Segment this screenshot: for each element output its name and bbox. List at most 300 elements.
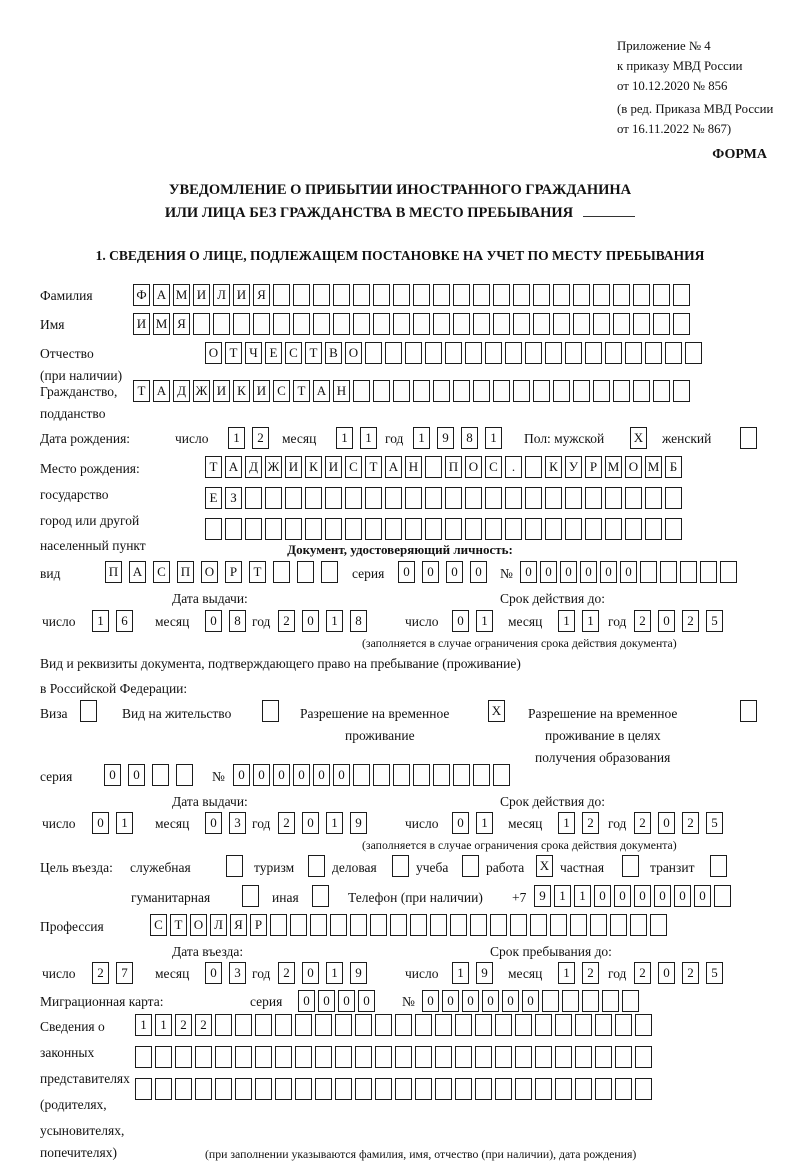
- form-cell[interactable]: [435, 1078, 452, 1100]
- form-cell[interactable]: 0: [560, 561, 577, 583]
- form-cell[interactable]: [333, 313, 350, 335]
- form-cell[interactable]: [555, 1046, 572, 1068]
- form-cell[interactable]: [275, 1014, 292, 1036]
- form-cell[interactable]: [305, 487, 322, 509]
- form-cell[interactable]: [553, 380, 570, 402]
- form-cell[interactable]: [605, 342, 622, 364]
- form-cell[interactable]: [375, 1078, 392, 1100]
- form-cell[interactable]: 0: [302, 962, 319, 984]
- form-cell[interactable]: С: [285, 342, 302, 364]
- form-cell[interactable]: [310, 914, 327, 936]
- form-cell[interactable]: 0: [92, 812, 109, 834]
- form-cell[interactable]: [245, 487, 262, 509]
- form-cell[interactable]: [295, 1014, 312, 1036]
- form-cell[interactable]: [495, 1014, 512, 1036]
- form-cell[interactable]: З: [225, 487, 242, 509]
- form-cell[interactable]: 0: [674, 885, 691, 907]
- form-cell[interactable]: О: [190, 914, 207, 936]
- form-cell[interactable]: [570, 914, 587, 936]
- form-cell[interactable]: О: [345, 342, 362, 364]
- form-cell[interactable]: [235, 1046, 252, 1068]
- form-cell[interactable]: Д: [173, 380, 190, 402]
- form-cell[interactable]: [613, 284, 630, 306]
- form-cell[interactable]: [590, 914, 607, 936]
- form-cell[interactable]: [373, 380, 390, 402]
- form-cell[interactable]: [308, 855, 325, 877]
- form-cell[interactable]: 2: [252, 427, 269, 449]
- form-cell[interactable]: 0: [442, 990, 459, 1012]
- form-cell[interactable]: [390, 914, 407, 936]
- form-cell[interactable]: [425, 456, 442, 478]
- form-cell[interactable]: [315, 1014, 332, 1036]
- form-cell[interactable]: 8: [461, 427, 478, 449]
- form-cell[interactable]: 0: [205, 812, 222, 834]
- form-cell[interactable]: [465, 342, 482, 364]
- form-cell[interactable]: [700, 561, 717, 583]
- form-cell[interactable]: 1: [135, 1014, 152, 1036]
- form-cell[interactable]: [255, 1014, 272, 1036]
- form-cell[interactable]: [515, 1014, 532, 1036]
- form-cell[interactable]: [533, 380, 550, 402]
- form-cell[interactable]: [673, 284, 690, 306]
- form-cell[interactable]: 2: [195, 1014, 212, 1036]
- form-cell[interactable]: [255, 1046, 272, 1068]
- form-cell[interactable]: Я: [173, 313, 190, 335]
- form-cell[interactable]: [415, 1078, 432, 1100]
- form-cell[interactable]: [465, 487, 482, 509]
- form-cell[interactable]: [413, 284, 430, 306]
- form-cell[interactable]: М: [153, 313, 170, 335]
- form-cell[interactable]: Е: [205, 487, 222, 509]
- form-cell[interactable]: [635, 1014, 652, 1036]
- form-cell[interactable]: [435, 1046, 452, 1068]
- form-cell[interactable]: [525, 487, 542, 509]
- form-cell[interactable]: П: [445, 456, 462, 478]
- form-cell[interactable]: [685, 342, 702, 364]
- form-cell[interactable]: И: [325, 456, 342, 478]
- form-cell[interactable]: [573, 313, 590, 335]
- form-cell[interactable]: 0: [620, 561, 637, 583]
- form-cell[interactable]: 0: [302, 610, 319, 632]
- form-cell[interactable]: [622, 855, 639, 877]
- form-cell[interactable]: [455, 1014, 472, 1036]
- form-cell[interactable]: [415, 1014, 432, 1036]
- form-cell[interactable]: [273, 561, 290, 583]
- form-cell[interactable]: А: [385, 456, 402, 478]
- form-cell[interactable]: А: [153, 380, 170, 402]
- form-cell[interactable]: 3: [229, 812, 246, 834]
- form-cell[interactable]: И: [133, 313, 150, 335]
- form-cell[interactable]: [370, 914, 387, 936]
- form-cell[interactable]: 2: [92, 962, 109, 984]
- form-cell[interactable]: [393, 764, 410, 786]
- form-cell[interactable]: [405, 487, 422, 509]
- form-cell[interactable]: [473, 284, 490, 306]
- form-cell[interactable]: [285, 487, 302, 509]
- form-cell[interactable]: И: [233, 284, 250, 306]
- form-cell[interactable]: Л: [210, 914, 227, 936]
- form-cell[interactable]: А: [225, 456, 242, 478]
- form-cell[interactable]: Т: [225, 342, 242, 364]
- form-cell[interactable]: 0: [293, 764, 310, 786]
- form-cell[interactable]: [515, 1078, 532, 1100]
- form-cell[interactable]: [265, 518, 282, 540]
- form-cell[interactable]: [530, 914, 547, 936]
- form-cell[interactable]: [505, 342, 522, 364]
- form-cell[interactable]: [513, 313, 530, 335]
- form-cell[interactable]: [475, 1046, 492, 1068]
- form-cell[interactable]: 0: [634, 885, 651, 907]
- form-cell[interactable]: [473, 764, 490, 786]
- form-cell[interactable]: [435, 1014, 452, 1036]
- form-cell[interactable]: Т: [133, 380, 150, 402]
- form-cell[interactable]: [375, 1046, 392, 1068]
- form-cell[interactable]: 0: [452, 610, 469, 632]
- form-cell[interactable]: 0: [205, 962, 222, 984]
- form-cell[interactable]: 0: [253, 764, 270, 786]
- form-cell[interactable]: [321, 561, 338, 583]
- form-cell[interactable]: [270, 914, 287, 936]
- form-cell[interactable]: [485, 342, 502, 364]
- form-cell[interactable]: [613, 380, 630, 402]
- form-cell[interactable]: 1: [326, 962, 343, 984]
- form-cell[interactable]: [740, 700, 757, 722]
- form-cell[interactable]: [353, 380, 370, 402]
- form-cell[interactable]: [273, 313, 290, 335]
- form-cell[interactable]: [330, 914, 347, 936]
- form-cell[interactable]: [565, 487, 582, 509]
- form-cell[interactable]: [635, 1078, 652, 1100]
- form-cell[interactable]: [455, 1046, 472, 1068]
- form-cell[interactable]: [242, 885, 259, 907]
- form-cell[interactable]: [653, 284, 670, 306]
- form-cell[interactable]: А: [153, 284, 170, 306]
- form-cell[interactable]: [375, 1014, 392, 1036]
- form-cell[interactable]: [525, 342, 542, 364]
- form-cell[interactable]: [575, 1078, 592, 1100]
- form-cell[interactable]: [213, 313, 230, 335]
- form-cell[interactable]: А: [129, 561, 146, 583]
- form-cell[interactable]: [542, 990, 559, 1012]
- form-cell[interactable]: [135, 1046, 152, 1068]
- form-cell[interactable]: [345, 487, 362, 509]
- form-cell[interactable]: [373, 284, 390, 306]
- form-cell[interactable]: [714, 885, 731, 907]
- form-cell[interactable]: [565, 518, 582, 540]
- form-cell[interactable]: [515, 1046, 532, 1068]
- form-cell[interactable]: 2: [634, 812, 651, 834]
- form-cell[interactable]: 5: [706, 812, 723, 834]
- form-cell[interactable]: В: [325, 342, 342, 364]
- form-cell[interactable]: Р: [225, 561, 242, 583]
- form-cell[interactable]: [533, 284, 550, 306]
- form-cell[interactable]: [355, 1046, 372, 1068]
- form-cell[interactable]: 1: [116, 812, 133, 834]
- form-cell[interactable]: 1: [485, 427, 502, 449]
- form-cell[interactable]: 0: [482, 990, 499, 1012]
- form-cell[interactable]: И: [213, 380, 230, 402]
- form-cell[interactable]: [593, 284, 610, 306]
- form-cell[interactable]: 1: [326, 610, 343, 632]
- form-cell[interactable]: 0: [446, 561, 463, 583]
- form-cell[interactable]: 1: [574, 885, 591, 907]
- form-cell[interactable]: [325, 518, 342, 540]
- form-cell[interactable]: К: [305, 456, 322, 478]
- form-cell[interactable]: [293, 313, 310, 335]
- form-cell[interactable]: 1: [336, 427, 353, 449]
- form-cell[interactable]: [395, 1078, 412, 1100]
- form-cell[interactable]: [635, 1046, 652, 1068]
- form-cell[interactable]: [645, 518, 662, 540]
- form-cell[interactable]: [415, 1046, 432, 1068]
- form-cell[interactable]: .: [505, 456, 522, 478]
- form-cell[interactable]: 3: [229, 962, 246, 984]
- form-cell[interactable]: 0: [502, 990, 519, 1012]
- form-cell[interactable]: [490, 914, 507, 936]
- form-cell[interactable]: 0: [614, 885, 631, 907]
- form-cell[interactable]: [335, 1014, 352, 1036]
- form-cell[interactable]: [650, 914, 667, 936]
- form-cell[interactable]: [625, 518, 642, 540]
- form-cell[interactable]: Т: [365, 456, 382, 478]
- form-cell[interactable]: [473, 313, 490, 335]
- form-cell[interactable]: [595, 1078, 612, 1100]
- form-cell[interactable]: [293, 284, 310, 306]
- form-cell[interactable]: [535, 1046, 552, 1068]
- form-cell[interactable]: [585, 487, 602, 509]
- form-cell[interactable]: [525, 518, 542, 540]
- form-cell[interactable]: 8: [350, 610, 367, 632]
- form-cell[interactable]: X: [536, 855, 553, 877]
- form-cell[interactable]: С: [273, 380, 290, 402]
- form-cell[interactable]: 0: [104, 764, 121, 786]
- form-cell[interactable]: С: [150, 914, 167, 936]
- form-cell[interactable]: [135, 1078, 152, 1100]
- form-cell[interactable]: [710, 855, 727, 877]
- form-cell[interactable]: [215, 1014, 232, 1036]
- form-cell[interactable]: 0: [313, 764, 330, 786]
- form-cell[interactable]: [262, 700, 279, 722]
- form-cell[interactable]: [593, 313, 610, 335]
- form-cell[interactable]: Т: [205, 456, 222, 478]
- form-cell[interactable]: 1: [360, 427, 377, 449]
- form-cell[interactable]: 1: [452, 962, 469, 984]
- form-cell[interactable]: [605, 518, 622, 540]
- form-cell[interactable]: И: [285, 456, 302, 478]
- form-cell[interactable]: М: [173, 284, 190, 306]
- form-cell[interactable]: [673, 313, 690, 335]
- form-cell[interactable]: [305, 518, 322, 540]
- form-cell[interactable]: [353, 284, 370, 306]
- form-cell[interactable]: [365, 518, 382, 540]
- form-cell[interactable]: 0: [273, 764, 290, 786]
- form-cell[interactable]: 0: [298, 990, 315, 1012]
- form-cell[interactable]: [155, 1046, 172, 1068]
- form-cell[interactable]: О: [465, 456, 482, 478]
- form-cell[interactable]: С: [153, 561, 170, 583]
- form-cell[interactable]: [195, 1046, 212, 1068]
- form-cell[interactable]: К: [545, 456, 562, 478]
- form-cell[interactable]: [273, 284, 290, 306]
- form-cell[interactable]: [535, 1078, 552, 1100]
- form-cell[interactable]: [450, 914, 467, 936]
- form-cell[interactable]: 0: [422, 561, 439, 583]
- form-cell[interactable]: 0: [398, 561, 415, 583]
- form-cell[interactable]: [510, 914, 527, 936]
- form-cell[interactable]: 0: [654, 885, 671, 907]
- form-cell[interactable]: [445, 342, 462, 364]
- form-cell[interactable]: 2: [278, 962, 295, 984]
- form-cell[interactable]: [495, 1078, 512, 1100]
- form-cell[interactable]: [720, 561, 737, 583]
- form-cell[interactable]: [673, 380, 690, 402]
- form-cell[interactable]: [633, 284, 650, 306]
- form-cell[interactable]: [285, 518, 302, 540]
- form-cell[interactable]: 0: [470, 561, 487, 583]
- form-cell[interactable]: 0: [522, 990, 539, 1012]
- form-cell[interactable]: [265, 487, 282, 509]
- form-cell[interactable]: [295, 1078, 312, 1100]
- form-cell[interactable]: [275, 1078, 292, 1100]
- form-cell[interactable]: [393, 284, 410, 306]
- form-cell[interactable]: 9: [534, 885, 551, 907]
- form-cell[interactable]: П: [177, 561, 194, 583]
- form-cell[interactable]: [455, 1078, 472, 1100]
- form-cell[interactable]: 1: [92, 610, 109, 632]
- form-cell[interactable]: [325, 487, 342, 509]
- form-cell[interactable]: [473, 380, 490, 402]
- form-cell[interactable]: [445, 518, 462, 540]
- form-cell[interactable]: [562, 990, 579, 1012]
- form-cell[interactable]: 0: [658, 610, 675, 632]
- form-cell[interactable]: [575, 1014, 592, 1036]
- form-cell[interactable]: 2: [278, 812, 295, 834]
- form-cell[interactable]: 9: [350, 812, 367, 834]
- form-cell[interactable]: [555, 1078, 572, 1100]
- form-cell[interactable]: [215, 1046, 232, 1068]
- form-cell[interactable]: [660, 561, 677, 583]
- form-cell[interactable]: [155, 1078, 172, 1100]
- form-cell[interactable]: 2: [582, 812, 599, 834]
- form-cell[interactable]: П: [105, 561, 122, 583]
- form-cell[interactable]: 1: [228, 427, 245, 449]
- form-cell[interactable]: 1: [582, 610, 599, 632]
- form-cell[interactable]: [355, 1078, 372, 1100]
- form-cell[interactable]: [553, 284, 570, 306]
- form-cell[interactable]: X: [488, 700, 505, 722]
- form-cell[interactable]: 0: [462, 990, 479, 1012]
- form-cell[interactable]: [195, 1078, 212, 1100]
- form-cell[interactable]: [365, 487, 382, 509]
- form-cell[interactable]: [385, 518, 402, 540]
- form-cell[interactable]: Б: [665, 456, 682, 478]
- form-cell[interactable]: О: [205, 342, 222, 364]
- form-cell[interactable]: 1: [558, 610, 575, 632]
- form-cell[interactable]: Л: [213, 284, 230, 306]
- form-cell[interactable]: [335, 1046, 352, 1068]
- form-cell[interactable]: [505, 518, 522, 540]
- form-cell[interactable]: [373, 313, 390, 335]
- form-cell[interactable]: [513, 284, 530, 306]
- form-cell[interactable]: [253, 313, 270, 335]
- form-cell[interactable]: 0: [233, 764, 250, 786]
- form-cell[interactable]: [613, 313, 630, 335]
- form-cell[interactable]: [653, 313, 670, 335]
- form-cell[interactable]: [350, 914, 367, 936]
- form-cell[interactable]: [175, 1078, 192, 1100]
- form-cell[interactable]: А: [313, 380, 330, 402]
- form-cell[interactable]: [465, 518, 482, 540]
- form-cell[interactable]: [405, 518, 422, 540]
- form-cell[interactable]: Ж: [265, 456, 282, 478]
- form-cell[interactable]: Р: [585, 456, 602, 478]
- form-cell[interactable]: 2: [634, 962, 651, 984]
- form-cell[interactable]: [235, 1014, 252, 1036]
- form-cell[interactable]: Т: [293, 380, 310, 402]
- form-cell[interactable]: С: [345, 456, 362, 478]
- form-cell[interactable]: 2: [682, 962, 699, 984]
- form-cell[interactable]: [445, 487, 462, 509]
- form-cell[interactable]: [433, 313, 450, 335]
- form-cell[interactable]: [235, 1078, 252, 1100]
- form-cell[interactable]: Д: [245, 456, 262, 478]
- form-cell[interactable]: [430, 914, 447, 936]
- form-cell[interactable]: И: [253, 380, 270, 402]
- form-cell[interactable]: Н: [333, 380, 350, 402]
- form-cell[interactable]: 2: [278, 610, 295, 632]
- form-cell[interactable]: 0: [333, 764, 350, 786]
- form-cell[interactable]: [605, 487, 622, 509]
- form-cell[interactable]: [385, 342, 402, 364]
- form-cell[interactable]: Е: [265, 342, 282, 364]
- form-cell[interactable]: [493, 764, 510, 786]
- form-cell[interactable]: 9: [476, 962, 493, 984]
- form-cell[interactable]: 0: [302, 812, 319, 834]
- form-cell[interactable]: 0: [128, 764, 145, 786]
- form-cell[interactable]: Т: [249, 561, 266, 583]
- form-cell[interactable]: [553, 313, 570, 335]
- form-cell[interactable]: [453, 284, 470, 306]
- form-cell[interactable]: 9: [350, 962, 367, 984]
- form-cell[interactable]: [433, 764, 450, 786]
- form-cell[interactable]: [193, 313, 210, 335]
- form-cell[interactable]: [313, 284, 330, 306]
- form-cell[interactable]: 0: [594, 885, 611, 907]
- form-cell[interactable]: [545, 518, 562, 540]
- form-cell[interactable]: 0: [205, 610, 222, 632]
- form-cell[interactable]: [493, 284, 510, 306]
- form-cell[interactable]: [405, 342, 422, 364]
- form-cell[interactable]: [680, 561, 697, 583]
- form-cell[interactable]: 0: [422, 990, 439, 1012]
- form-cell[interactable]: М: [605, 456, 622, 478]
- form-cell[interactable]: 5: [706, 610, 723, 632]
- form-cell[interactable]: [355, 1014, 372, 1036]
- form-cell[interactable]: [493, 380, 510, 402]
- form-cell[interactable]: Ф: [133, 284, 150, 306]
- form-cell[interactable]: 2: [634, 610, 651, 632]
- form-cell[interactable]: 0: [658, 812, 675, 834]
- form-cell[interactable]: У: [565, 456, 582, 478]
- form-cell[interactable]: [645, 342, 662, 364]
- form-cell[interactable]: 0: [540, 561, 557, 583]
- form-cell[interactable]: [393, 380, 410, 402]
- form-cell[interactable]: [545, 342, 562, 364]
- form-cell[interactable]: [255, 1078, 272, 1100]
- form-cell[interactable]: [373, 764, 390, 786]
- form-cell[interactable]: [395, 1046, 412, 1068]
- form-cell[interactable]: [555, 1014, 572, 1036]
